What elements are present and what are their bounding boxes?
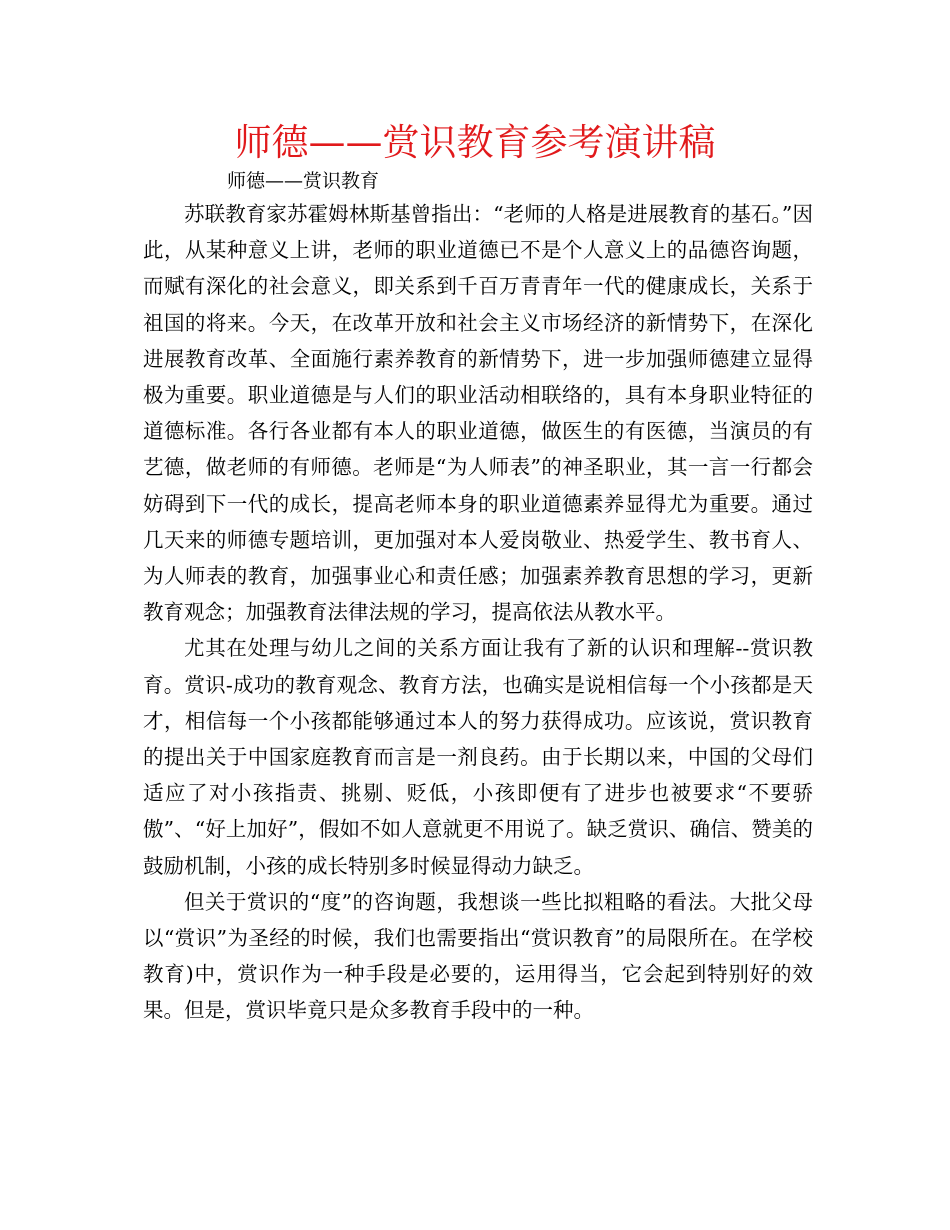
paragraph-1: 苏联教育家苏霍姆林斯基曾指出：“老师的人格是进展教育的基石。”因此，从某种意义上讲，老师的职业道德已不是个人意义上的品德咨询题，而赋有深化的社会意义，即关系到千百万青青年一代的健康成长，关系于祖国的将来。今天，在改革开放和社会主义市场经济的新情势下，在深化进展教育改革、全面施行素养教育的新情势下，进一步加强师德建立显得极为重要。职业道德是与人们的职业活动相联络的，具有本身职业特征的道德标准。各行各业都有本人的职业道德，做医生的有医德，当演员的有艺德，做老师的有师德。老师是“为人师表”的神圣职业，其一言一行都会妨碍到下一代的成长，提高老师本身的职业道德素养显得尤为重要。通过几天来的师德专题培训，更加强对本人爱岗敬业、热爱学生、教书育人、为人师表的教育，加强事业心和责任感；加强素养教育思想的学习，更新教育观念；加强教育法律法规的学习，提高依法从教水平。 xyxy=(143,202,813,625)
document-title: 师德——赏识教育参考演讲稿 xyxy=(234,121,716,164)
document-body xyxy=(143,196,813,1029)
paragraph-3: 但关于赏识的“度”的咨询题，我想谈一些比拟粗略的看法。大批父母以“赏识”为圣经的时候，我们也需要指出“赏识教育”的局限所在。在学校教育)中，赏识作为一种手段是必要的，运用得当，它会起到特别好的效果。但是，赏识毕竟只是众多教育手段中的一种。 xyxy=(143,889,813,1023)
paragraph-2: 尤其在处理与幼儿之间的关系方面让我有了新的认识和理解--赏识教育。赏识-成功的教育观念、教育方法，也确实是说相信每一个小孩都是天才，相信每一个小孩都能够通过本人的努力获得成功。应该说，赏识教育的提出关于中国家庭教育而言是一剂良药。由于长期以来，中国的父母们适应了对小孩指责、挑剔、贬低，小孩即便有了进步也被要求“不要骄傲”、“好上加好”，假如不如人意就更不用说了。缺乏赏识、确信、赞美的鼓励机制，小孩的成长特别多时候显得动力缺乏。 xyxy=(143,636,813,878)
document-subtitle: 师德——赏识教育 xyxy=(227,170,380,192)
